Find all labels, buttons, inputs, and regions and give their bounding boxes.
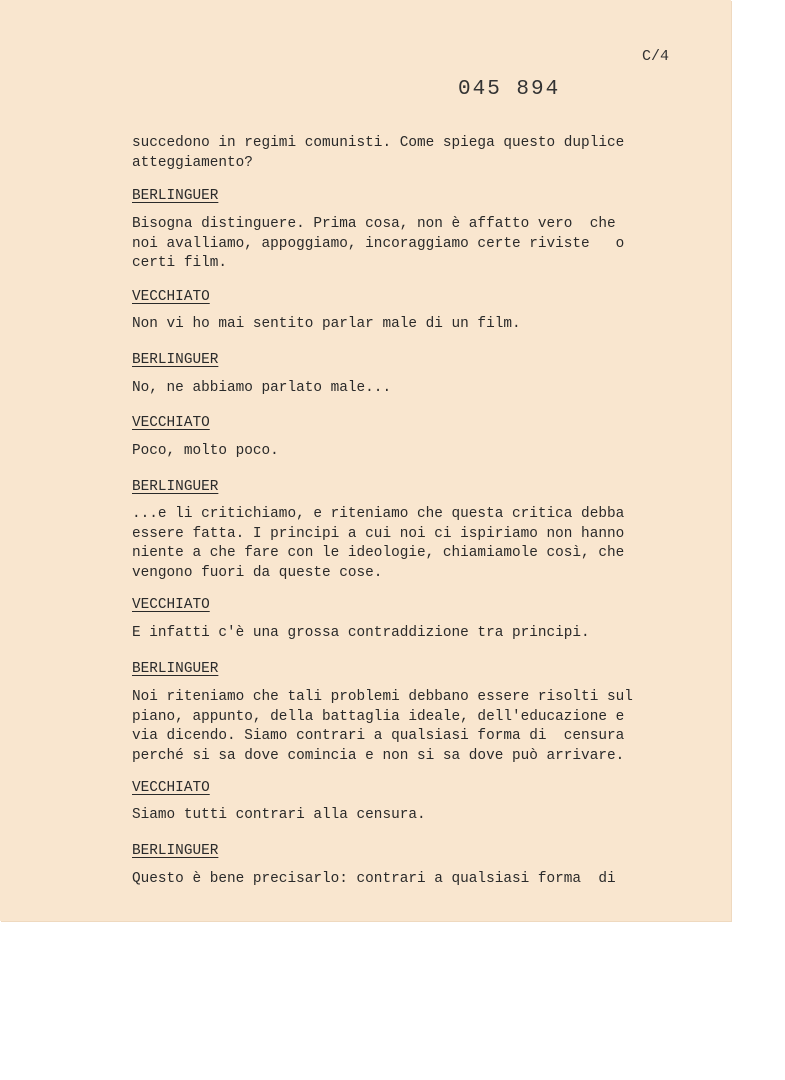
dialogue-text: No, ne abbiamo parlato male...: [132, 380, 392, 396]
dialogue-text: ...e li critichiamo, e riteniamo che questa critica debba essere fatta. I principi a cui noi ci ispiriamo non hanno niente a che fare con le ideologie, chiamiamole così, che vengono fuori da queste cose.: [132, 506, 625, 581]
speaker-label: BERLINGUER: [132, 479, 219, 495]
dialogue-text: Non vi ho mai sentito parlar male di un film.: [132, 316, 521, 332]
intro-text: succedono in regimi comunisti. Come spiega questo duplice atteggiamento?: [132, 135, 625, 171]
dialogue-text: Bisogna distinguere. Prima cosa, non è affatto vero che noi avalliamo, appoggiamo, incoraggiamo certe riviste o certi film.: [132, 216, 625, 271]
dialogue-text: E infatti c'è una grossa contraddizione tra principi.: [132, 625, 590, 641]
speaker-label: BERLINGUER: [132, 843, 219, 859]
speaker-label: VECCHIATO: [132, 289, 210, 305]
page-corner-label: C/4: [642, 48, 670, 65]
speaker-label: VECCHIATO: [132, 597, 210, 613]
dialogue-text: Noi riteniamo che tali problemi debbano essere risolti sul piano, appunto, della battaglia ideale, dell'educazione e via dicendo. Siamo contrari a qualsiasi forma di censura perché si sa dove comincia e non si sa dove può arrivare.: [132, 689, 633, 764]
speaker-label: BERLINGUER: [132, 661, 219, 677]
dialogue-text: Poco, molto poco.: [132, 443, 279, 459]
speaker-label: VECCHIATO: [132, 415, 210, 431]
dialogue-text: Siamo tutti contrari alla censura.: [132, 807, 426, 823]
dialogue-text: Questo è bene precisarlo: contrari a qualsiasi forma di: [132, 871, 616, 887]
speaker-label: VECCHIATO: [132, 780, 210, 796]
document-number: 045 894: [458, 78, 561, 101]
speaker-label: BERLINGUER: [132, 188, 219, 204]
speaker-label: BERLINGUER: [132, 352, 219, 368]
